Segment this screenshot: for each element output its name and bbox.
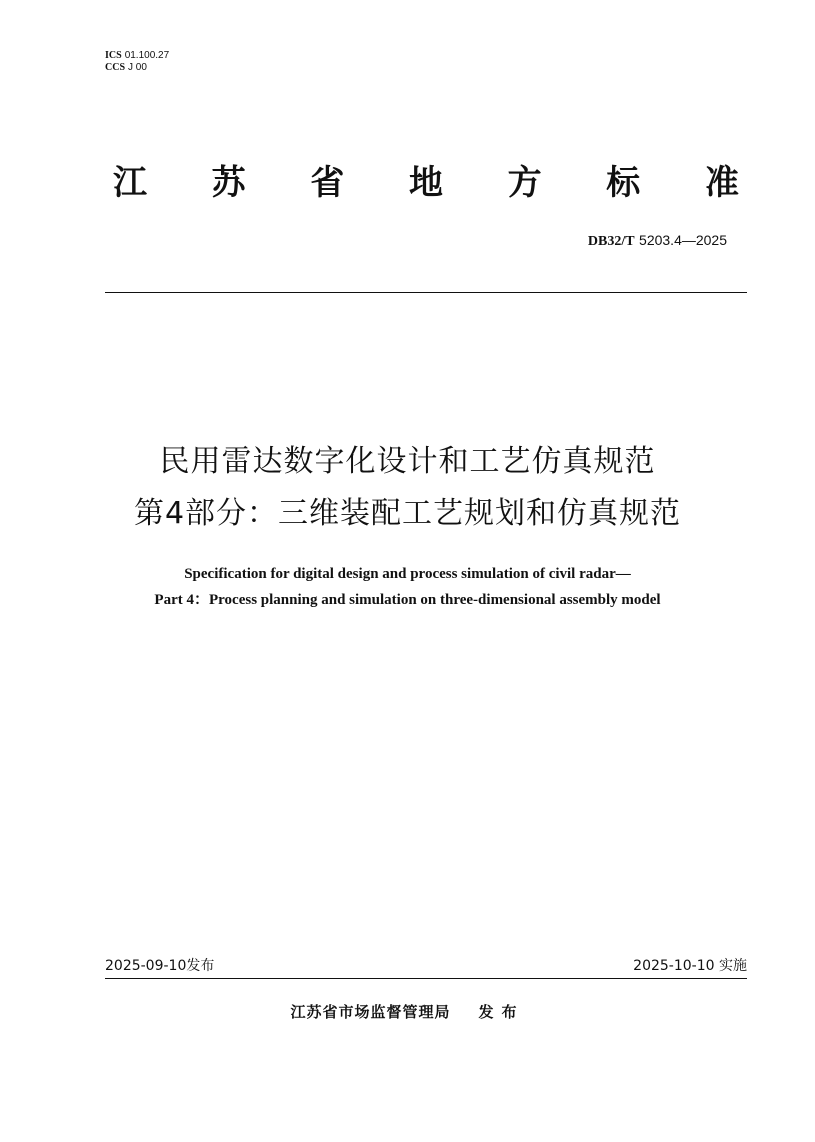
english-title-line-2: Part 4：Process planning and simulation on three-dimensional assembly model [154, 592, 661, 608]
implement-date-block [633, 956, 747, 976]
standard-type-heading [105, 158, 747, 208]
standard-type-char: 江 [113, 163, 147, 203]
publisher-organization: 江苏省市场监督管理局 [290, 1003, 451, 1021]
publisher-action: 发布 [478, 1003, 525, 1021]
footer-divider [105, 978, 747, 979]
issue-label: 发布 [186, 958, 215, 974]
standard-type-char: 方 [507, 163, 542, 203]
issue-date: 2025-09-10 [105, 958, 187, 974]
ics-code-line [105, 50, 169, 62]
standard-number-value: 5203.4—2025 [639, 232, 727, 248]
ccs-code-line [105, 62, 169, 74]
chinese-title-line-1: 民用雷达数字化设计和工艺仿真规范 [159, 444, 656, 479]
header-divider [105, 292, 747, 293]
standard-type-char: 地 [408, 163, 443, 203]
ics-label: ICS [105, 50, 122, 61]
ccs-value: J 00 [128, 62, 147, 73]
ics-value: 01.100.27 [124, 50, 170, 61]
standard-number-prefix: DB32/T [587, 234, 635, 249]
standard-type-char: 省 [310, 163, 345, 203]
implement-label: 实施 [719, 958, 747, 974]
implement-date: 2025-10-10 [633, 958, 715, 974]
standard-number [588, 232, 727, 250]
ccs-label: CCS [105, 62, 126, 73]
issue-date-block [105, 956, 214, 976]
standard-type-char: 苏 [211, 163, 246, 203]
standard-type-char: 准 [704, 163, 739, 203]
classification-codes [105, 50, 169, 74]
standard-type-char: 标 [606, 163, 641, 203]
publisher-line [0, 1001, 815, 1023]
english-title-line-1: Specification for digital design and process simulation of civil radar— [184, 566, 631, 582]
chinese-title-line-2: 第4部分：三维装配工艺规划和仿真规范 [133, 496, 682, 531]
